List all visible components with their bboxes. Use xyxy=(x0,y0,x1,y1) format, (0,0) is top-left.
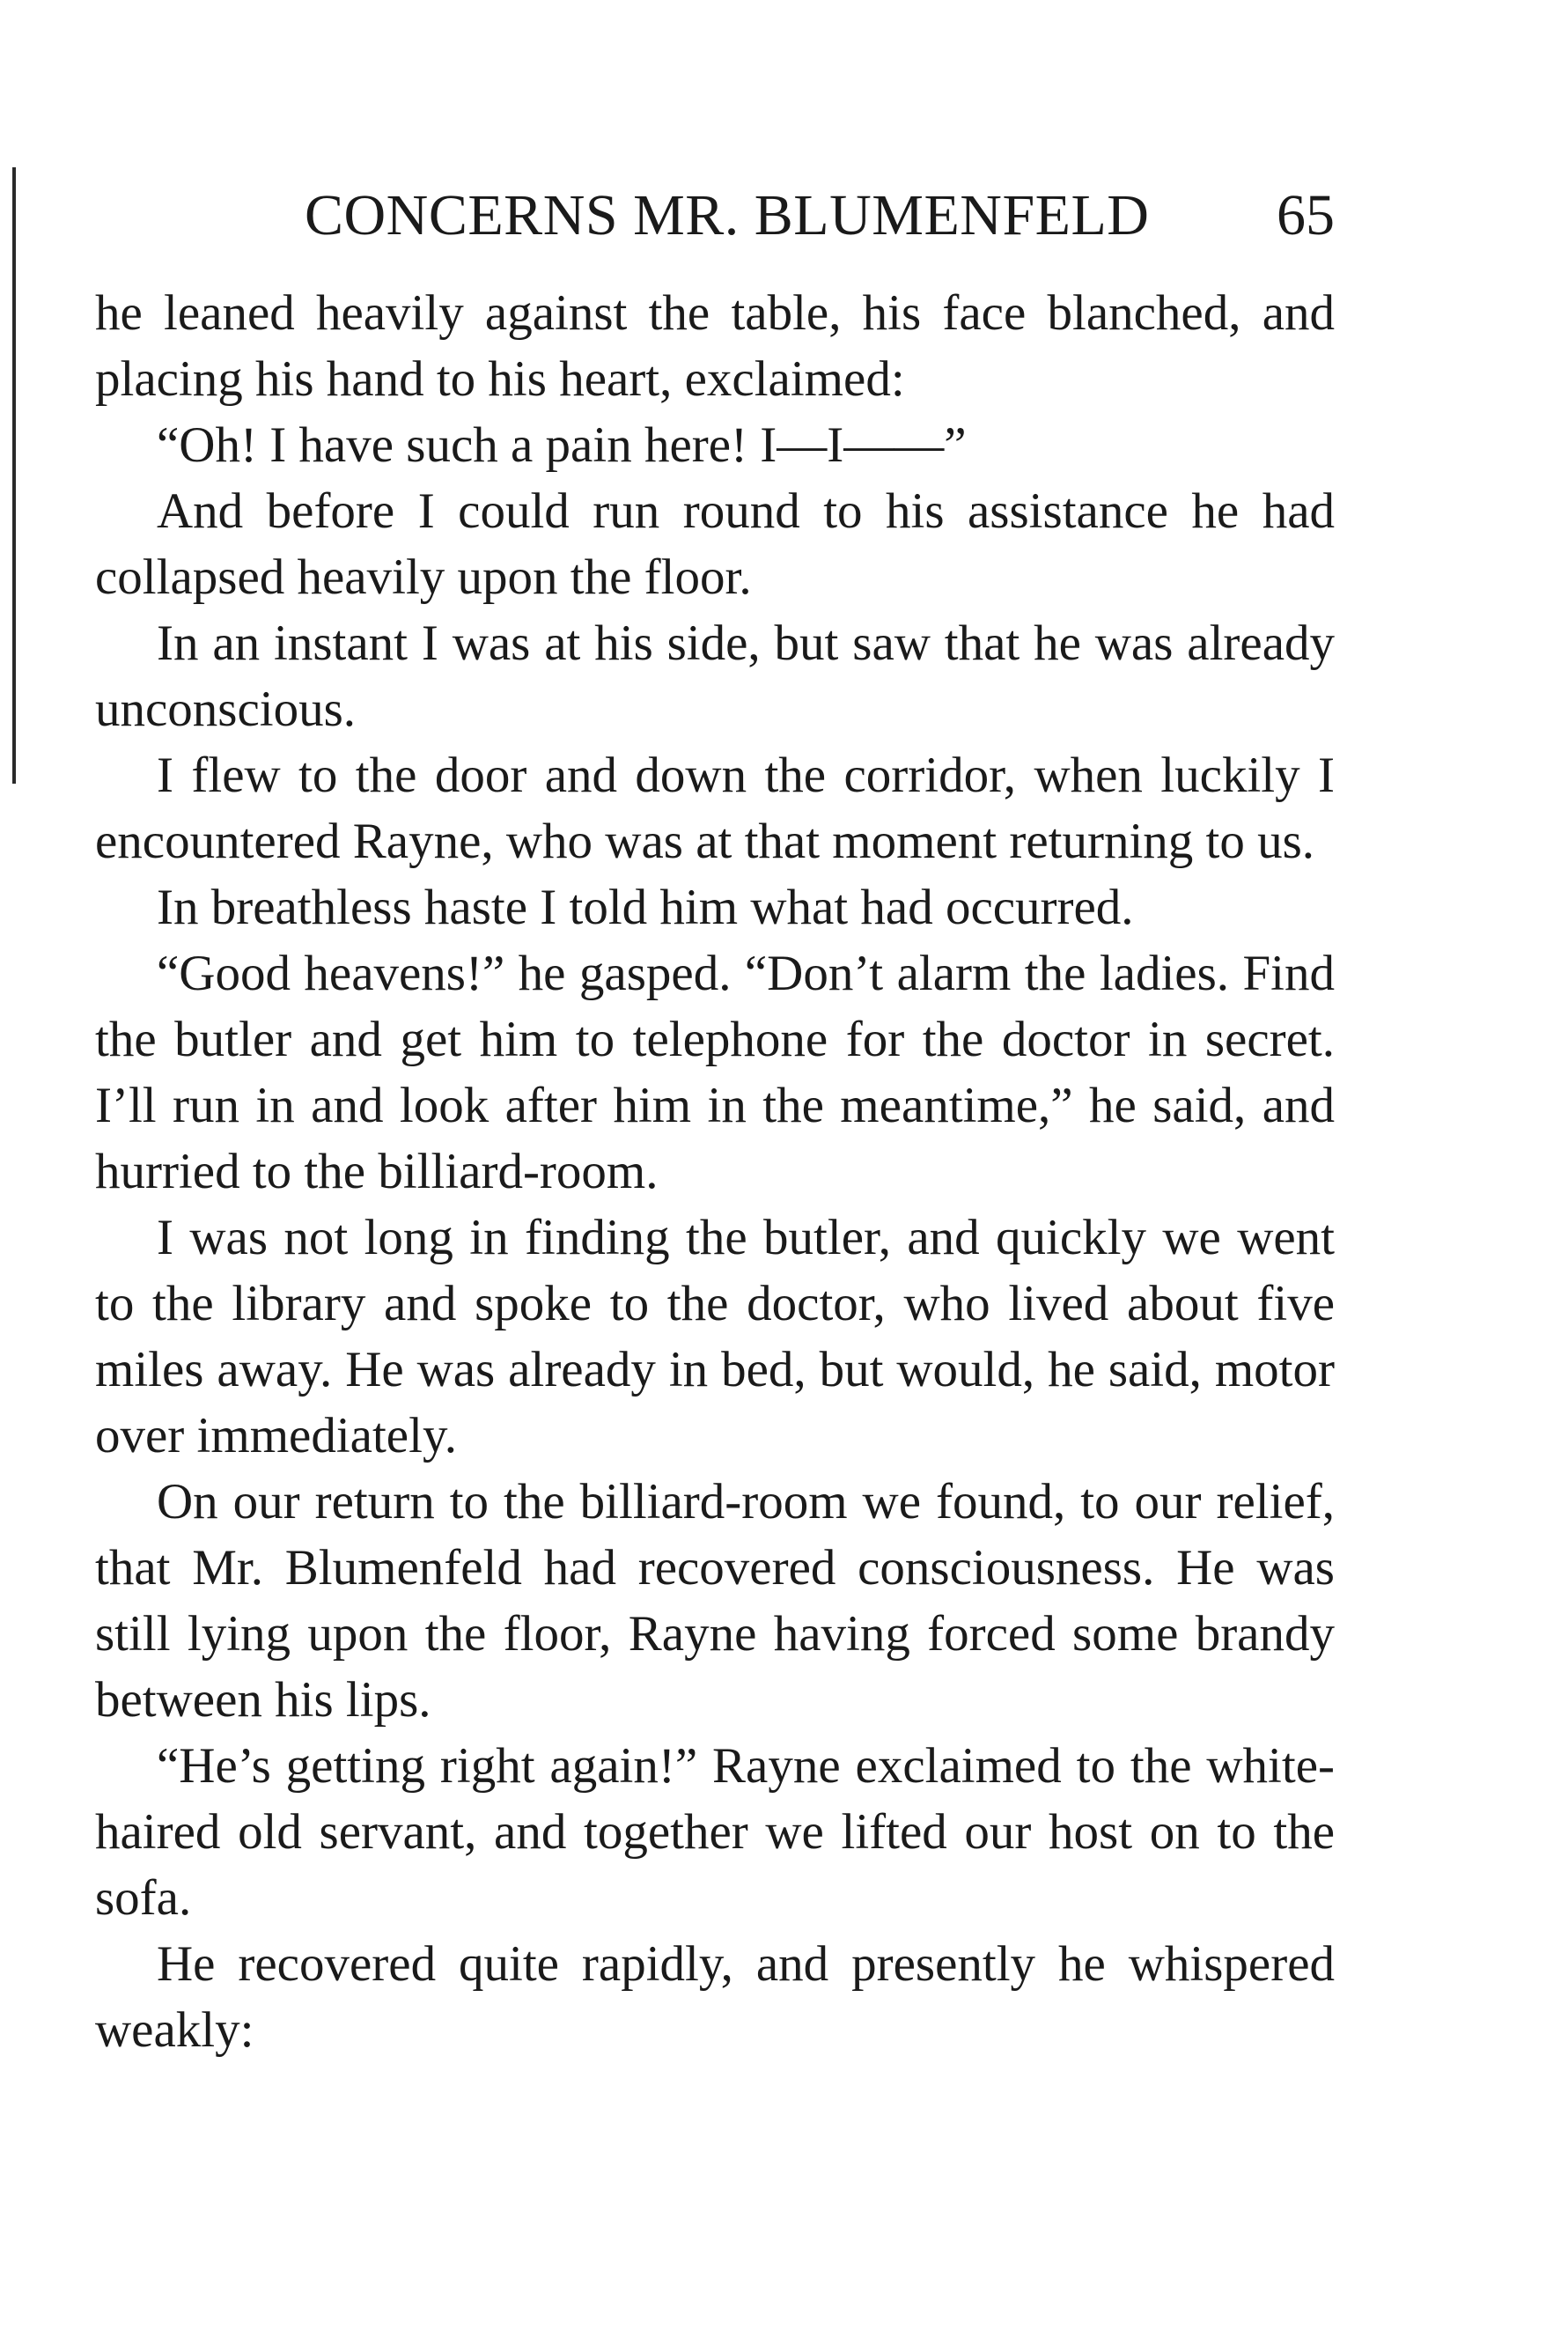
paragraph: “Good heavens!” he gasped. “Don’t alarm the ladies. Find the butler and get him to telephone for the doctor in secret. I’ll run in and look after him in the meantime,” he said, and hurried to the billiard-room. xyxy=(95,946,1335,1199)
page-header xyxy=(95,181,1335,251)
paragraph: In an instant I was at his side, but saw that he was already unconscious. xyxy=(95,615,1335,737)
paragraph: In breathless haste I told him what had occurred. xyxy=(157,880,1134,935)
paragraph: he leaned heavily against the table, his face blanched, and placing his hand to his heart, exclaimed: xyxy=(95,285,1335,407)
paragraph: He recovered quite rapidly, and presently he whispered weakly: xyxy=(95,1936,1335,2058)
paragraph: “Oh! I have such a pain here! I—I——” xyxy=(157,417,967,473)
body-text xyxy=(95,280,1335,2063)
paragraph: I was not long in finding the butler, and quickly we went to the library and spoke to the doctor, who lived about five miles away. He was already in bed, but would, he said, motor over immediately. xyxy=(95,1210,1335,1463)
running-title: CONCERNS MR. BLUMENFELD xyxy=(305,183,1150,247)
paragraph: “He’s getting right again!” Rayne exclaimed to the white-haired old servant, and together we lifted our host on to the sofa. xyxy=(95,1738,1335,1926)
paragraph: I flew to the door and down the corridor, when luckily I encountered Rayne, who was at that moment returning to us. xyxy=(95,748,1335,869)
page-number: 65 xyxy=(1277,183,1335,247)
binding-edge-line xyxy=(12,167,16,784)
paragraph: And before I could run round to his assistance he had collapsed heavily upon the floor. xyxy=(95,483,1335,605)
paragraph: On our return to the billiard-room we found, to our relief, that Mr. Blumenfeld had recovered consciousness. He was still lying upon the floor, Rayne having forced some brandy between his lips. xyxy=(95,1474,1335,1728)
